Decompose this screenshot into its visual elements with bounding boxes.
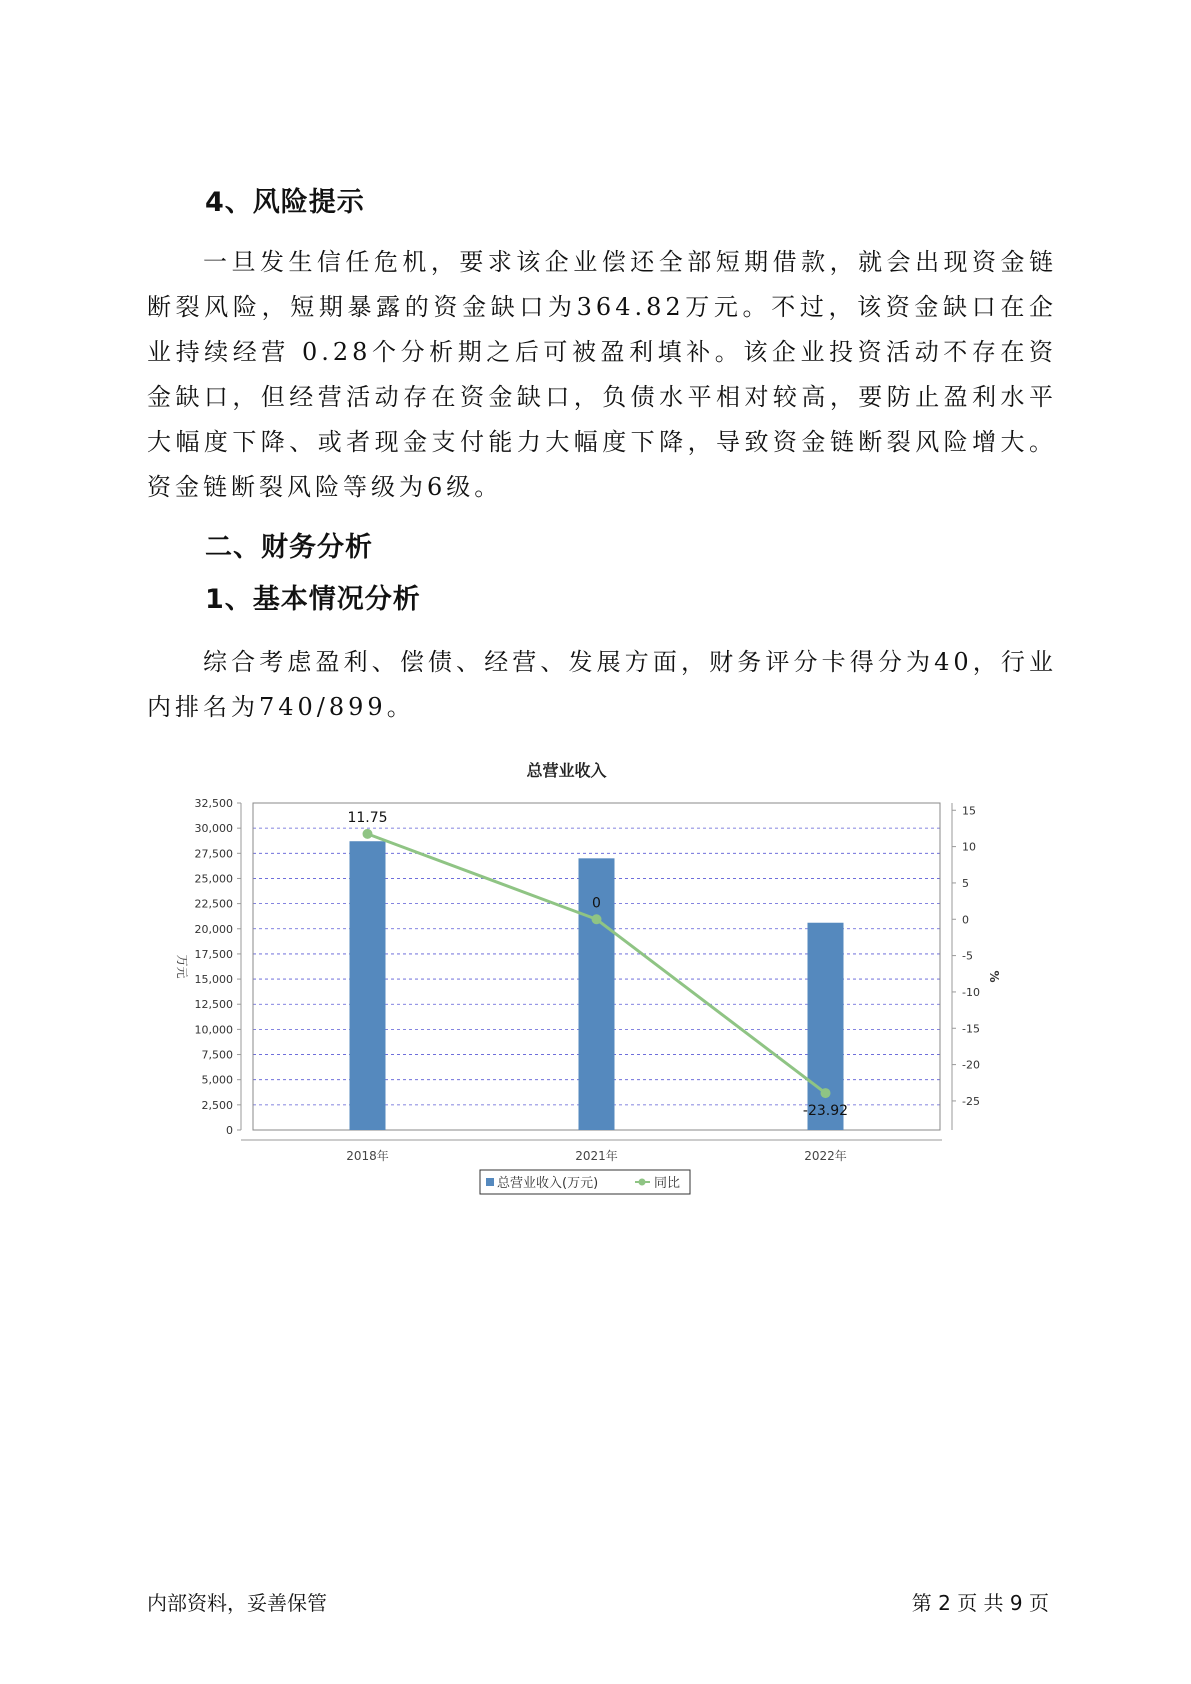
y-tick-label: 10,000	[194, 1023, 233, 1037]
y-tick-label: 30,000	[194, 822, 233, 836]
basic-heading: 1、基本情况分析	[205, 584, 421, 615]
y-tick-label: 27,500	[194, 847, 233, 861]
y2-tick-label: -25	[962, 1094, 980, 1108]
basic-paragraph: 综合考虑盈利、偿债、经营、发展方面，财务评分卡得分为40，行业内排名为740/899。	[147, 648, 1057, 721]
risk-paragraph: 一旦发生信任危机，要求该企业偿还全部短期借款，就会出现资金链断裂风险，短期暴露的资金缺口为364.82万元。不过，该资金缺口在企业持续经营 0.28个分析期之后可被盈利填补。该企业投资活动不存在资金缺口，但经营活动存在资金缺口，负债水平相对较高，要防止盈利水平大幅度下降、或者现金支付能力大幅度下降，导致资金链断裂风险增大。资金链断裂风险等级为6级。	[147, 248, 1057, 501]
y-tick-label: 20,000	[194, 922, 233, 936]
yoy-point	[821, 1088, 831, 1098]
y-tick-label: 12,500	[194, 998, 233, 1012]
footer-page-number: 第 2 页 共 9 页	[911, 1591, 1049, 1615]
x-tick-label: 2021年	[575, 1149, 618, 1163]
revenue-bar	[808, 923, 844, 1130]
footer-left: 内部资料，妥善保管	[147, 1591, 327, 1615]
yoy-point	[363, 829, 373, 839]
yoy-point	[592, 914, 602, 924]
chart-title: 总营业收入	[526, 761, 607, 780]
y-tick-label: 15,000	[194, 973, 233, 987]
x-tick-label: 2018年	[346, 1149, 389, 1163]
y-axis-label: 万元	[175, 954, 189, 979]
legend-entry-revenue: 总营业收入(万元)	[497, 1176, 599, 1191]
y-tick-label: 22,500	[194, 897, 233, 911]
y2-tick-label: -15	[962, 1022, 980, 1036]
x-tick-label: 2022年	[804, 1149, 847, 1163]
y2-tick-label: 15	[962, 804, 976, 818]
y-tick-label: 7,500	[201, 1048, 233, 1062]
risk-heading: 4、风险提示	[205, 187, 365, 218]
legend-swatch-point	[639, 1179, 646, 1186]
y-tick-label: 32,500	[194, 797, 233, 810]
revenue-bar	[350, 841, 386, 1130]
y2-tick-label: 0	[962, 913, 969, 927]
y-tick-label: 0	[226, 1124, 233, 1137]
y2-tick-label: 5	[962, 876, 969, 890]
y2-tick-label: -10	[962, 985, 980, 999]
revenue-chart	[170, 750, 1001, 1210]
yoy-data-label: -23.92	[802, 1103, 849, 1120]
y2-tick-label: -20	[962, 1058, 980, 1072]
y2-tick-label: 10	[962, 840, 976, 854]
y-tick-label: 25,000	[194, 872, 233, 886]
y-tick-label: 5,000	[201, 1073, 233, 1087]
y-tick-label: 17,500	[194, 947, 233, 961]
y2-axis-label: %	[987, 970, 1001, 983]
legend-swatch-bar	[486, 1178, 494, 1186]
y2-tick-label: -5	[962, 949, 973, 963]
legend-entry-yoy: 同比	[654, 1176, 681, 1191]
finance-heading: 二、财务分析	[205, 532, 373, 563]
y-tick-label: 2,500	[201, 1098, 233, 1112]
yoy-data-label: 0	[592, 895, 601, 912]
yoy-data-label: 11.75	[347, 809, 388, 826]
